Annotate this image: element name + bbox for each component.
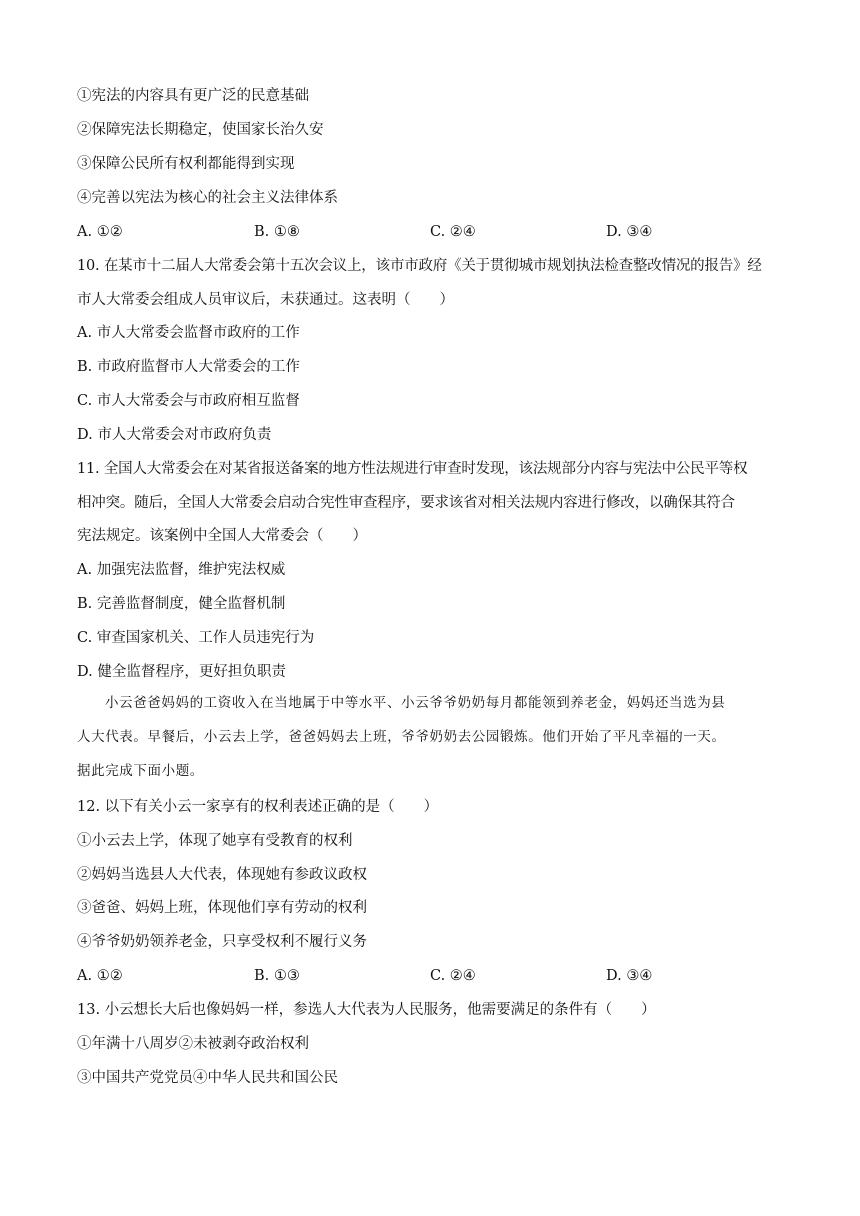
q9-item-4: ④完善以宪法为核心的社会主义法律体系 — [77, 190, 338, 206]
q10-option-b: B. 市政府监督市人大常委会的工作 — [77, 359, 300, 375]
material-line-3: 据此完成下面小题。 — [77, 763, 204, 779]
material-passage-cont — [77, 720, 792, 754]
material-passage-end — [77, 754, 792, 788]
material-line-2: 人大代表。早餐后，小云去上学，爸爸妈妈去上班，爷爷奶奶去公园锻炼。他们开始了平凡幸福的一天。 — [77, 729, 726, 745]
q12-item-2: ②妈妈当选县人大代表，体现她有参政议政权 — [77, 867, 367, 883]
q12-option-c: C. ②④ — [430, 968, 476, 984]
material-passage — [77, 686, 792, 720]
q9-option-a: A. ①② — [77, 224, 123, 240]
q11-stem-line-1: 11. 全国人大常委会在对某省报送备案的地方性法规进行审查时发现，该法规部分内容与宪法中公民平等权 — [77, 461, 748, 477]
q13-stem: 13. 小云想长大后也像妈妈一样，参选人大代表为人民服务，他需要满足的条件有（ ） — [77, 1002, 656, 1018]
q13-item-line-2: ③中国共产党党员④中华人民共和国公民 — [77, 1070, 338, 1086]
q11-stem-line-3: 宪法规定。该案例中全国人大常委会（ ） — [77, 528, 367, 544]
q11-option-b: B. 完善监督制度，健全监督机制 — [77, 596, 286, 612]
q12-stem: 12. 以下有关小云一家享有的权利表述正确的是（ ） — [77, 799, 439, 815]
q9-item-1: ①宪法的内容具有更广泛的民意基础 — [77, 88, 309, 104]
q12-option-d: D. ③④ — [606, 968, 653, 984]
q10-option-a: A. 市人大常委会监督市政府的工作 — [77, 325, 300, 341]
q12-option-b: B. ①③ — [254, 968, 300, 984]
q11-option-d: D. 健全监督程序，更好担负职责 — [77, 664, 286, 680]
material-line-1: 小云爸爸妈妈的工资收入在当地属于中等水平、小云爷爷奶奶每月都能领到养老金，妈妈还当选为县 — [105, 695, 726, 711]
q9-item-3: ③保障公民所有权利都能得到实现 — [77, 156, 295, 172]
q9-option-d: D. ③④ — [606, 224, 653, 240]
q11-stem-line-2: 相冲突。随后，全国人大常委会启动合宪性审查程序，要求该省对相关法规内容进行修改，以确保其符合 — [77, 495, 735, 511]
q9-option-c: C. ②④ — [430, 224, 476, 240]
q11-option-a: A. 加强宪法监督，维护宪法权威 — [77, 562, 286, 578]
q10-option-d: D. 市人大常委会对市政府负责 — [77, 427, 272, 443]
q12-options — [77, 966, 777, 986]
q10-stem-line-1: 10. 在某市十二届人大常委会第十五次会议上，该市市政府《关于贯彻城市规划执法检查整改情况的报告》经 — [77, 258, 762, 274]
q10-stem-line-2: 市人大常委会组成人员审议后，未获通过。这表明（ ） — [77, 292, 454, 308]
q10-option-c: C. 市人大常委会与市政府相互监督 — [77, 393, 300, 409]
q12-item-1: ①小云去上学，体现了她享有受教育的权利 — [77, 833, 353, 849]
q12-option-a: A. ①② — [77, 968, 123, 984]
q13-item-line-1: ①年满十八周岁②未被剥夺政治权利 — [77, 1036, 309, 1052]
q12-item-3: ③爸爸、妈妈上班，体现他们享有劳动的权利 — [77, 900, 367, 916]
q9-options — [77, 222, 777, 242]
q9-item-2: ②保障宪法长期稳定，使国家长治久安 — [77, 122, 324, 138]
q12-item-4: ④爷爷奶奶领养老金，只享受权利不履行义务 — [77, 934, 367, 950]
q11-option-c: C. 审查国家机关、工作人员违宪行为 — [77, 630, 315, 646]
q9-option-b: B. ①⑧ — [254, 224, 300, 240]
